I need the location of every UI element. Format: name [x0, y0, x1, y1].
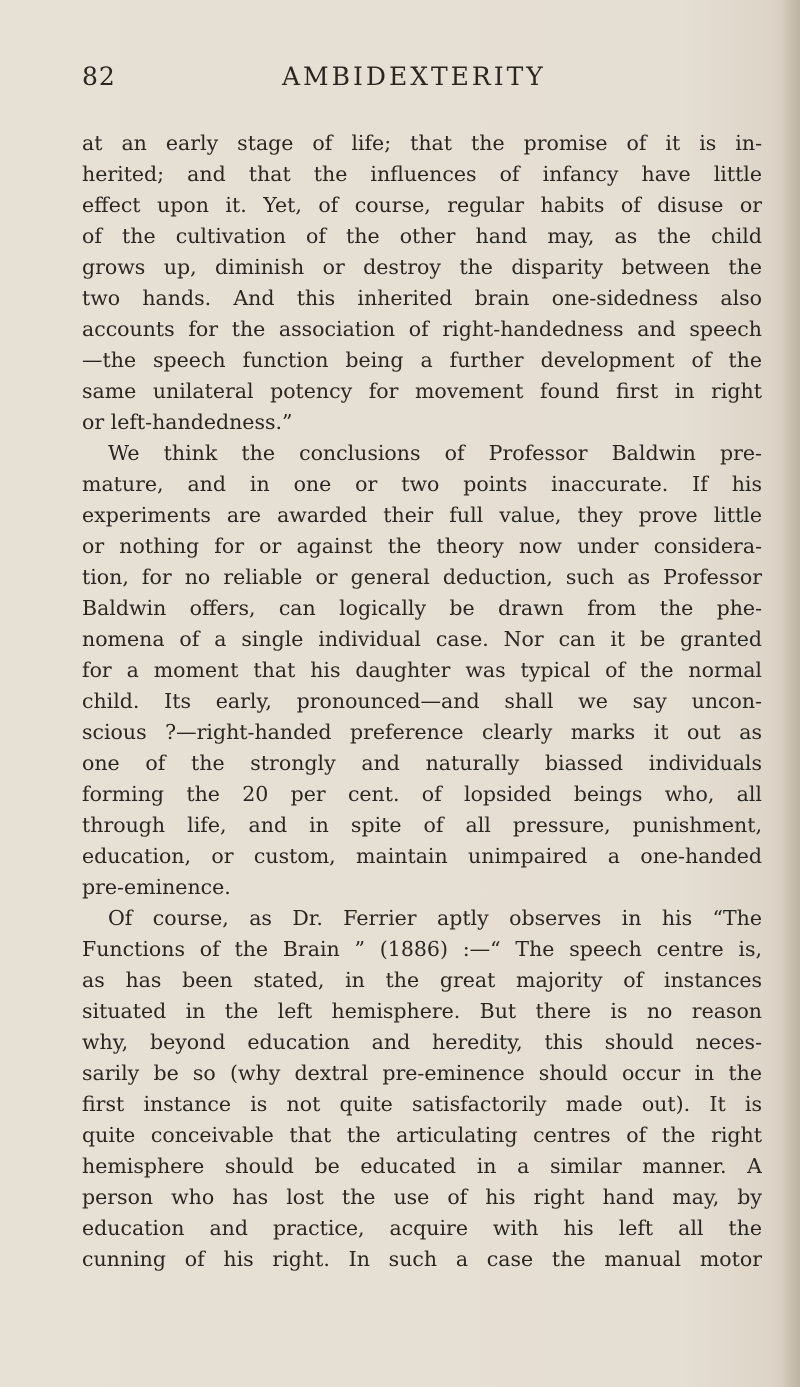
text-line: first instance is not quite satisfactorily made out). It is: [82, 1092, 762, 1116]
text-line: pre-eminence.: [82, 875, 231, 899]
text-line: forming the 20 per cent. of lopsided beings who, all: [82, 782, 762, 806]
text-line: We think the conclusions of Professor Baldwin pre-: [108, 441, 762, 465]
text-line: cunning of his right. In such a case the manual motor: [82, 1247, 762, 1271]
text-line: one of the strongly and naturally biassed individuals: [82, 751, 762, 775]
text-line: Of course, as Dr. Ferrier aptly observes in his “The: [108, 906, 762, 930]
text-line: experiments are awarded their full value, they prove little: [82, 503, 762, 527]
text-line: or nothing for or against the theory now under considera-: [82, 534, 762, 558]
text-line: through life, and in spite of all pressure, punishment,: [82, 813, 762, 837]
page-number: 82: [82, 62, 116, 91]
text-line: scious ?—right-handed preference clearly marks it out as: [82, 720, 762, 744]
text-line: child. Its early, pronounced—and shall we say uncon-: [82, 689, 762, 713]
text-line: tion, for no reliable or general deduction, such as Professor: [82, 565, 762, 589]
text-line: education and practice, acquire with his left all the: [82, 1216, 762, 1240]
text-line: situated in the left hemisphere. But there is no reason: [82, 999, 762, 1023]
page-edge-shadow: [782, 0, 800, 1387]
text-line: as has been stated, in the great majority of instances: [82, 968, 762, 992]
text-line: two hands. And this inherited brain one-sidedness also: [82, 286, 762, 310]
text-line: at an early stage of life; that the promise of it is in-: [82, 131, 762, 155]
text-line: accounts for the association of right-handedness and speech: [82, 317, 762, 341]
text-line: —the speech function being a further development of the: [82, 348, 762, 372]
text-line: person who has lost the use of his right hand may, by: [82, 1185, 762, 1209]
text-line: mature, and in one or two points inaccurate. If his: [82, 472, 762, 496]
text-line: or left-handedness.”: [82, 410, 293, 434]
text-line: grows up, diminish or destroy the disparity between the: [82, 255, 762, 279]
text-line: quite conceivable that the articulating centres of the right: [82, 1123, 762, 1147]
text-line: hemisphere should be educated in a similar manner. A: [82, 1154, 762, 1178]
text-line: nomena of a single individual case. Nor can it be granted: [82, 627, 762, 651]
body-text: [82, 128, 762, 1275]
text-line: Functions of the Brain ” (1886) :—“ The speech centre is,: [82, 937, 762, 961]
text-line: education, or custom, maintain unimpaired a one-handed: [82, 844, 762, 868]
text-line: sarily be so (why dextral pre-eminence should occur in the: [82, 1061, 762, 1085]
text-line: same unilateral potency for movement found first in right: [82, 379, 762, 403]
text-line: of the cultivation of the other hand may, as the child: [82, 224, 762, 248]
text-line: herited; and that the influences of infancy have little: [82, 162, 762, 186]
text-line: Baldwin offers, can logically be drawn from the phe-: [82, 596, 762, 620]
running-head: [82, 62, 762, 98]
text-line: effect upon it. Yet, of course, regular habits of disuse or: [82, 193, 762, 217]
text-line: why, beyond education and heredity, this should neces-: [82, 1030, 762, 1054]
text-line: for a moment that his daughter was typical of the normal: [82, 658, 762, 682]
running-title: AMBIDEXTERITY: [282, 62, 546, 91]
